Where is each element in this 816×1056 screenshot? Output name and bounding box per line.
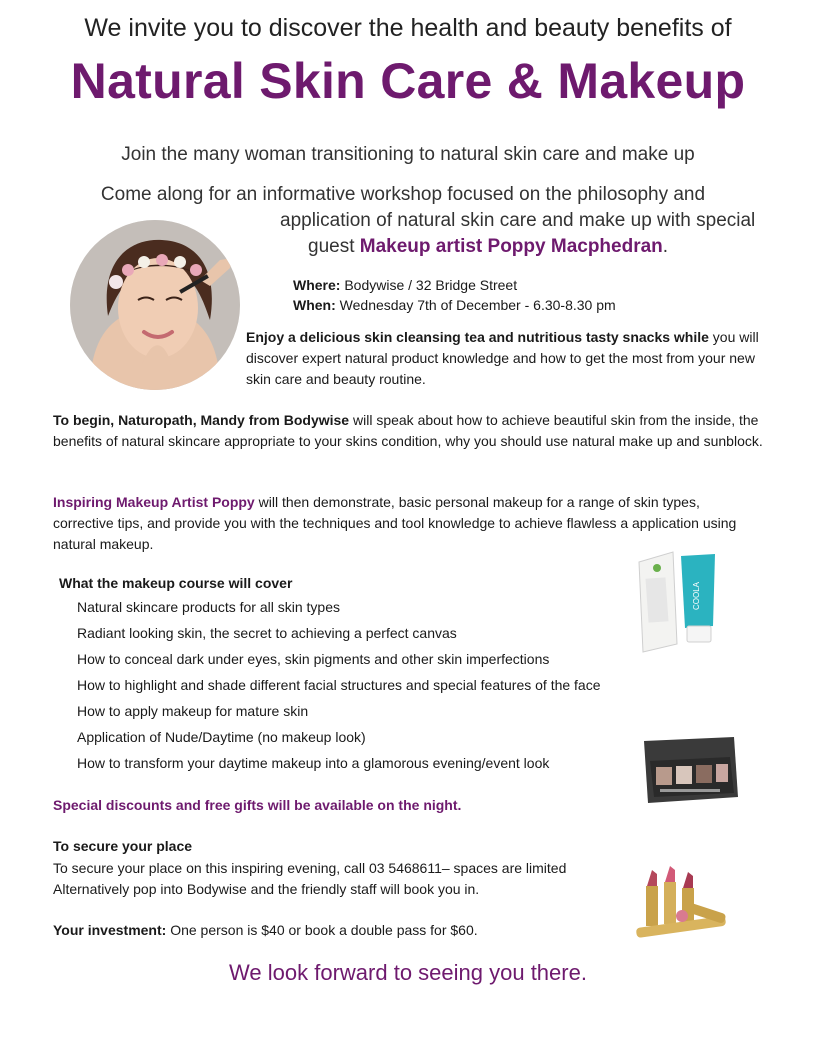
workshop-line-3-prefix: guest: [308, 236, 360, 257]
list-item: How to conceal dark under eyes, skin pigments and other skin imperfections: [77, 651, 550, 667]
when-value: Wednesday 7th of December - 6.30-8.30 pm: [335, 297, 616, 313]
secure-text: [53, 858, 653, 900]
eyeshadow-illustration: [640, 735, 740, 807]
makeup-artist-text: will then demonstrate, basic personal makeup for a range of skin types, corrective tips, and provide you with the techniques and tool knowledge to achieve flawless a application using natural makeup.: [53, 494, 737, 552]
eyeshadow-palette-image: [640, 735, 740, 807]
where-line: [293, 275, 616, 295]
model-portrait-photo: [70, 220, 240, 390]
intro-text: We invite you to discover the health and beauty benefits of: [84, 14, 732, 42]
list-item: How to highlight and shade different facial structures and special features of the face: [77, 677, 601, 693]
discounts-notice: Special discounts and free gifts will be available on the night.: [53, 797, 462, 813]
secure-line-2: Alternatively pop into Bodywise and the friendly staff will book you in.: [53, 881, 480, 897]
tube-brand-text: COOLA: [692, 581, 701, 611]
list-item: Natural skincare products for all skin types: [77, 599, 340, 615]
where-label: Where:: [293, 277, 341, 293]
where-value: Bodywise / 32 Bridge Street: [340, 277, 518, 293]
list-item: How to apply makeup for mature skin: [77, 703, 309, 719]
join-tagline: Join the many woman transitioning to natural skin care and make up: [121, 144, 695, 165]
sunscreen-illustration: [633, 548, 723, 653]
course-list: [77, 594, 601, 776]
investment-value: One person is $40 or book a double pass for $60.: [166, 922, 478, 938]
naturopath-lead: To begin, Naturopath, Mandy from Bodywise: [53, 412, 350, 428]
workshop-line-2: application of natural skin care and make up with special: [280, 210, 756, 231]
investment-label: Your investment:: [53, 922, 167, 938]
workshop-line-3-suffix: .: [662, 236, 669, 257]
secure-line-1: To secure your place on this inspiring evening, call 03 5468611– spaces are limited: [53, 860, 567, 876]
page-title: Natural Skin Care & Makeup: [70, 53, 746, 109]
sunscreen-product-image: [633, 548, 723, 653]
snacks-paragraph: [246, 327, 766, 390]
model-portrait-illustration: [70, 220, 240, 390]
makeup-artist-paragraph: [53, 492, 763, 555]
snacks-rest: you will discover expert natural product knowledge and how to get the most from your new skin care and beauty routine.: [246, 329, 759, 387]
list-item: How to transform your daytime makeup into a glamorous evening/event look: [77, 755, 550, 771]
secure-heading: To secure your place: [53, 838, 193, 854]
when-label: When:: [293, 297, 336, 313]
naturopath-text: will speak about how to achieve beautiful skin from the inside, the benefits of natural skincare appropriate to your skins condition, why you should use natural make up and sunblock.: [53, 412, 763, 449]
investment-line: [53, 922, 478, 938]
course-heading: What the makeup course will cover: [59, 575, 293, 591]
list-item: Application of Nude/Daytime (no makeup look): [77, 729, 366, 745]
snacks-bold: Enjoy a delicious skin cleansing tea and nutritious tasty snacks while: [246, 329, 709, 345]
workshop-line-3: [308, 234, 766, 260]
makeup-artist-lead: Inspiring Makeup Artist Poppy: [53, 494, 255, 510]
workshop-line-1: Come along for an informative workshop focused on the philosophy and: [100, 184, 706, 205]
naturopath-paragraph: [53, 410, 763, 452]
closing-message: We look forward to seeing you there.: [229, 960, 587, 985]
guest-name: Makeup artist Poppy Macphedran: [359, 236, 663, 257]
list-item: Radiant looking skin, the secret to achieving a perfect canvas: [77, 625, 457, 641]
when-line: [293, 295, 616, 315]
event-details: [293, 275, 616, 315]
